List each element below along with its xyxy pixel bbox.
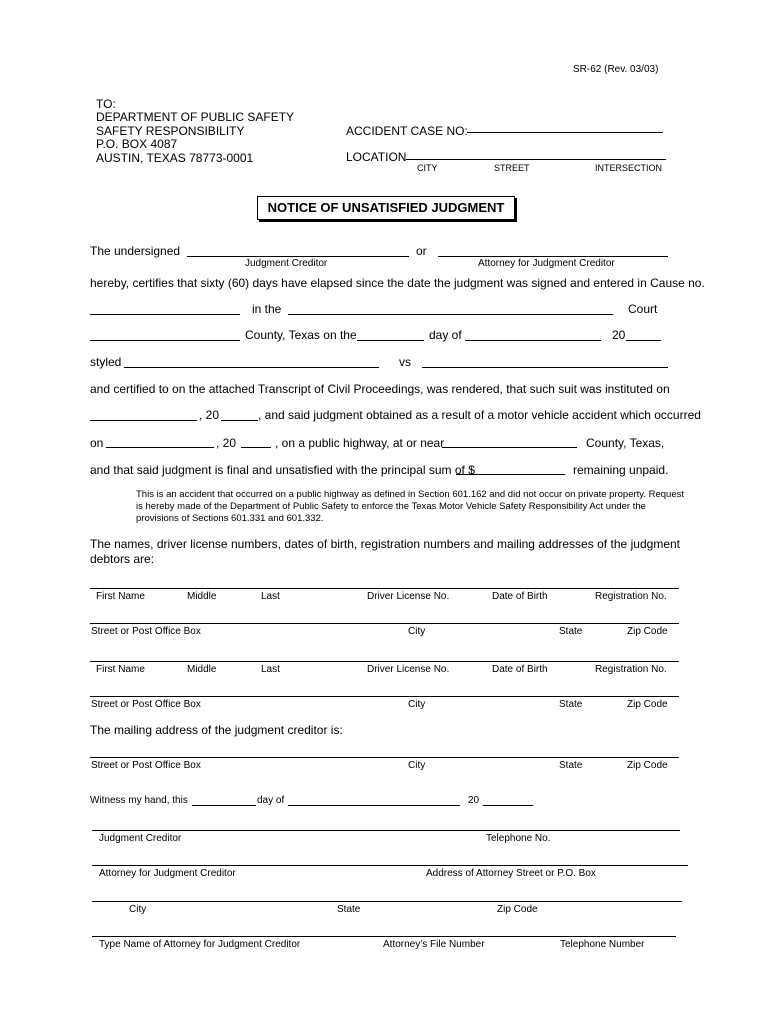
creditor-city-caption: City xyxy=(408,760,426,771)
judgment-creditor-field[interactable] xyxy=(187,256,409,257)
court-label: Court xyxy=(628,302,658,316)
attorney-signature-caption: Attorney for Judgment Creditor xyxy=(99,868,236,879)
witness-month-field[interactable] xyxy=(288,805,460,806)
location-city-caption: CITY xyxy=(417,163,438,173)
styled-plaintiff-field[interactable] xyxy=(124,367,379,368)
attorney-caption: Attorney for Judgment Creditor xyxy=(478,258,615,269)
type-name-caption: Type Name of Attorney for Judgment Creditor xyxy=(99,939,301,950)
witness-day-of-label: day of xyxy=(257,795,285,806)
remaining-unpaid-label: remaining unpaid. xyxy=(573,463,669,477)
public-highway-text: , on a public highway, at or near xyxy=(275,436,445,450)
witness-year-field[interactable] xyxy=(483,805,533,806)
location-field[interactable] xyxy=(406,159,666,160)
debtor-2-first-name-caption: First Name xyxy=(96,664,145,675)
legal-note: This is an accident that occurred on a public highway as defined in Section 601.162 and did not occur on private property. Request is hereby made of the Department of Public Safety to enforce the Texas Motor Vehicle Safety Responsibility Act under the provisions of Sections 601.331 and 601.332. xyxy=(136,489,684,524)
debtor-2-city-caption: City xyxy=(408,699,426,710)
day-field[interactable] xyxy=(357,340,424,341)
year-prefix-1: 20 xyxy=(612,328,626,342)
styled-label: styled xyxy=(90,355,122,369)
cause-no-field[interactable] xyxy=(90,314,240,315)
attorney-state-caption: State xyxy=(337,904,361,915)
debtor-2-last-caption: Last xyxy=(261,664,280,675)
attorney-signature-line[interactable] xyxy=(92,865,688,866)
attorney-city-line[interactable] xyxy=(92,901,682,902)
form-title: NOTICE OF UNSATISFIED JUDGMENT xyxy=(257,196,515,220)
location-label: LOCATION xyxy=(346,150,407,164)
address-line1: DEPARTMENT OF PUBLIC SAFETY xyxy=(96,110,295,124)
county-texas-label: County, Texas, xyxy=(586,436,665,450)
debtor-1-registration-caption: Registration No. xyxy=(595,591,667,602)
styled-defendant-field[interactable] xyxy=(422,367,668,368)
creditor-address-line[interactable] xyxy=(90,757,679,758)
judgment-creditor-signature-caption: Judgment Creditor xyxy=(99,833,182,844)
address-line2: SAFETY RESPONSIBILITY xyxy=(96,124,245,138)
form-id: SR-62 (Rev. 03/03) xyxy=(573,64,659,75)
accident-date-field[interactable] xyxy=(106,447,214,448)
debtor-1-dob-caption: Date of Birth xyxy=(492,591,548,602)
highway-location-field[interactable] xyxy=(442,447,577,448)
accident-case-label: ACCIDENT CASE NO: xyxy=(346,124,468,138)
witness-day-field[interactable] xyxy=(192,805,256,806)
witness-year-prefix: 20 xyxy=(468,795,480,806)
in-the-label: in the xyxy=(252,302,282,316)
judgment-obtained-text: , and said judgment obtained as a result of a motor vehicle accident which occurred xyxy=(258,408,701,422)
location-intersection-caption: INTERSECTION xyxy=(595,163,663,173)
debtor-1-address-line[interactable] xyxy=(90,623,679,624)
debtor-1-state-caption: State xyxy=(559,626,583,637)
instituted-year-field[interactable] xyxy=(221,420,258,421)
instituted-date-field[interactable] xyxy=(90,420,197,421)
debtor-2-address-line[interactable] xyxy=(90,696,679,697)
debtor-1-last-caption: Last xyxy=(261,591,280,602)
certifies-text: hereby, certifies that sixty (60) days have elapsed since the date the judgment was signed and entered in Cause no. xyxy=(90,276,705,290)
witness-label: Witness my hand, this xyxy=(90,795,188,806)
address-to: TO: xyxy=(96,97,116,111)
address-line4: AUSTIN, TEXAS 78773-0001 xyxy=(96,151,254,165)
attorney-field[interactable] xyxy=(438,256,668,257)
debtor-1-first-name-caption: First Name xyxy=(96,591,145,602)
names-intro-text: The names, driver license numbers, dates of birth, registration numbers and mailing addresses of the judgment debtors are: xyxy=(90,537,680,566)
on-label: on xyxy=(90,436,104,450)
attorney-zip-caption: Zip Code xyxy=(497,904,538,915)
debtor-1-middle-caption: Middle xyxy=(187,591,217,602)
debtor-2-state-caption: State xyxy=(559,699,583,710)
county-texas-on-label: County, Texas on the xyxy=(245,328,357,342)
undersigned-label: The undersigned xyxy=(90,244,181,258)
debtor-2-street-caption: Street or Post Office Box xyxy=(91,699,201,710)
day-of-label: day of xyxy=(429,328,462,342)
accident-year-prefix: , 20 xyxy=(216,436,237,450)
debtor-1-zip-caption: Zip Code xyxy=(627,626,668,637)
certified-to-text: and certified to on the attached Transcript of Civil Proceedings, was rendered, that such suit was instituted on xyxy=(90,382,670,396)
vs-label: vs xyxy=(399,355,411,369)
debtor-2-registration-caption: Registration No. xyxy=(595,664,667,675)
judgment-creditor-caption: Judgment Creditor xyxy=(245,258,328,269)
or-label: or xyxy=(416,244,427,258)
creditor-state-caption: State xyxy=(559,760,583,771)
debtor-2-dob-caption: Date of Birth xyxy=(492,664,548,675)
accident-year-field[interactable] xyxy=(241,447,271,448)
debtor-1-street-caption: Street or Post Office Box xyxy=(91,626,201,637)
creditor-zip-caption: Zip Code xyxy=(627,760,668,771)
attorney-city-caption: City xyxy=(129,904,147,915)
county-field[interactable] xyxy=(90,340,240,341)
address-line3: P.O. BOX 4087 xyxy=(96,137,178,151)
debtor-1-name-line[interactable] xyxy=(90,588,679,589)
judgment-creditor-signature-line[interactable] xyxy=(92,830,680,831)
debtor-1-city-caption: City xyxy=(408,626,426,637)
accident-case-field[interactable] xyxy=(467,132,663,133)
debtor-2-license-caption: Driver License No. xyxy=(367,664,450,675)
debtor-2-middle-caption: Middle xyxy=(187,664,217,675)
principal-sum-field[interactable] xyxy=(456,474,565,475)
debtor-1-license-caption: Driver License No. xyxy=(367,591,450,602)
attorney-name-line[interactable] xyxy=(92,936,676,937)
location-street-caption: STREET xyxy=(494,163,530,173)
final-unsatisfied-text: and that said judgment is final and unsatisfied with the principal sum of $ xyxy=(90,463,475,477)
debtor-2-zip-caption: Zip Code xyxy=(627,699,668,710)
debtor-2-name-line[interactable] xyxy=(90,661,679,662)
court-field[interactable] xyxy=(288,314,613,315)
creditor-address-intro: The mailing address of the judgment creditor is: xyxy=(90,723,343,737)
creditor-street-caption: Street or Post Office Box xyxy=(91,760,201,771)
telephone-number-caption: Telephone Number xyxy=(560,939,645,950)
month-field[interactable] xyxy=(465,340,601,341)
file-number-caption: Attorney’s File Number xyxy=(383,939,485,950)
attorney-address-caption: Address of Attorney Street or P.O. Box xyxy=(426,868,596,879)
creditor-telephone-caption: Telephone No. xyxy=(486,833,551,844)
year-field-1[interactable] xyxy=(626,340,661,341)
instituted-year-prefix: , 20 xyxy=(199,408,220,422)
